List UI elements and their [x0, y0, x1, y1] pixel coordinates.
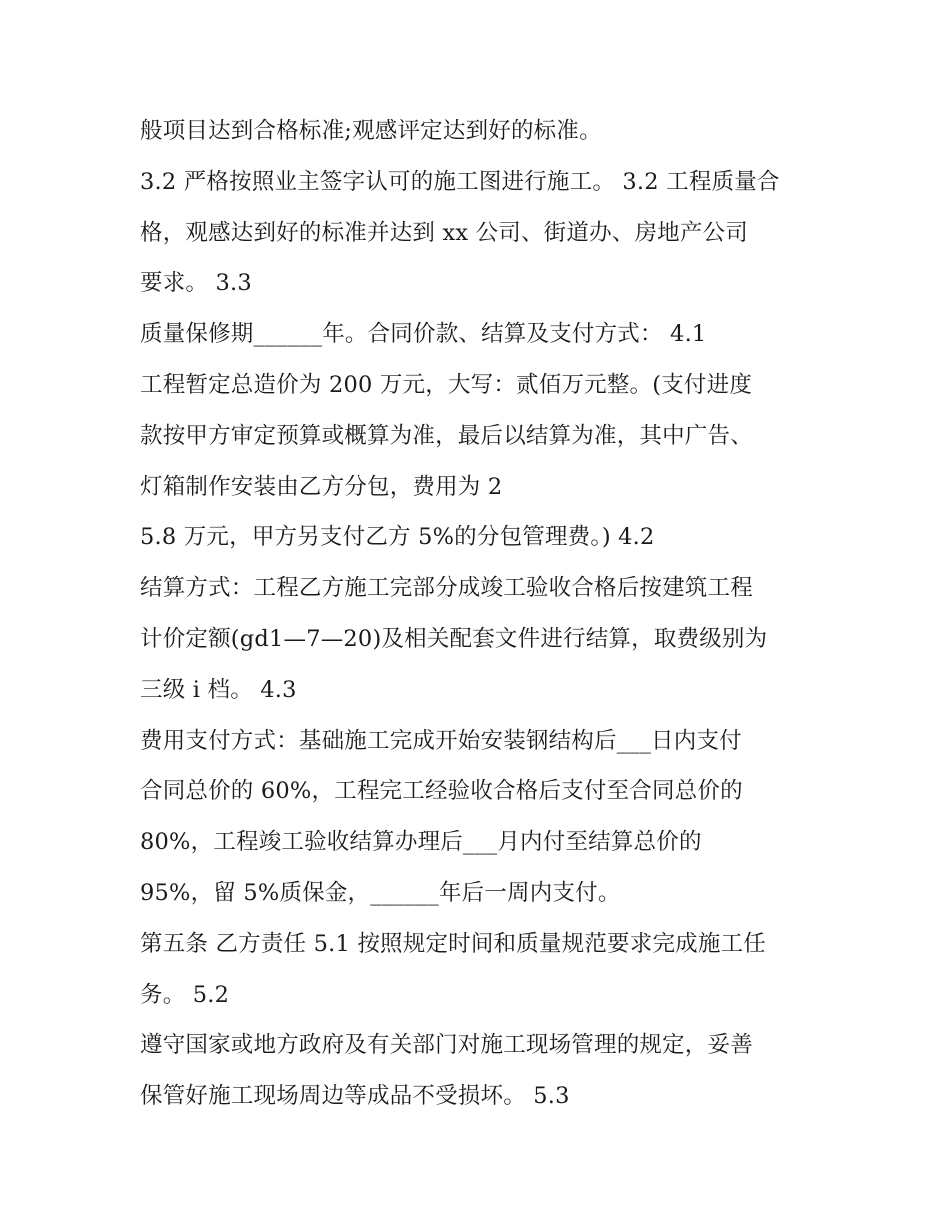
text-line: 灯箱制作安装由乙方分包，费用为 2: [140, 473, 503, 500]
text-line: 费用支付方式：基础施工完成开始安装钢结构后___日内支付: [140, 727, 742, 754]
text-line: 工程暂定总造价为 200 万元，大写：贰佰万元整。(支付进度: [140, 371, 753, 398]
text-line: 要求。 3.3: [140, 270, 252, 297]
text-line: 保管好施工现场周边等成品不受损坏。 5.3: [140, 1083, 570, 1110]
text-line: 般项目达到合格标准;观感评定达到好的标准。: [140, 118, 602, 144]
text-line: 3.2 严格按照业主签字认可的施工图进行施工。 3.2 工程质量合: [140, 168, 780, 195]
text-line: 遵守国家或地方政府及有关部门对施工现场管理的规定，妥善: [140, 1032, 753, 1059]
document-body: [140, 106, 840, 1122]
text-line: 80%，工程竣工验收结算办理后___月内付至结算总价的: [140, 829, 702, 856]
text-line: 质量保修期______年。合同价款、结算及支付方式： 4.1: [140, 321, 707, 348]
text-line: 合同总价的 60%，工程完工经验收合格后支付至合同总价的: [140, 778, 743, 805]
text-line: 95%，留 5%质保金，______年后一周内支付。: [140, 879, 621, 906]
text-line: 第五条 乙方责任 5.1 按照规定时间和质量规范要求完成施工任: [140, 930, 766, 957]
text-line: 计价定额(gd1—7—20)及相关配套文件进行结算，取费级别为: [140, 625, 768, 652]
text-line: 5.8 万元，甲方另支付乙方 5%的分包管理费。) 4.2: [140, 524, 655, 551]
text-line: 款按甲方审定预算或概算为准，最后以结算为准，其中广告、: [140, 422, 753, 449]
text-line: 三级 i 档。 4.3: [140, 676, 297, 703]
text-line: 结算方式：工程乙方施工完部分成竣工验收合格后按建筑工程: [140, 575, 753, 602]
text-line: 格，观感达到好的标准并达到 xx 公司、街道办、房地产公司: [140, 219, 748, 246]
text-line: 务。 5.2: [140, 981, 230, 1008]
